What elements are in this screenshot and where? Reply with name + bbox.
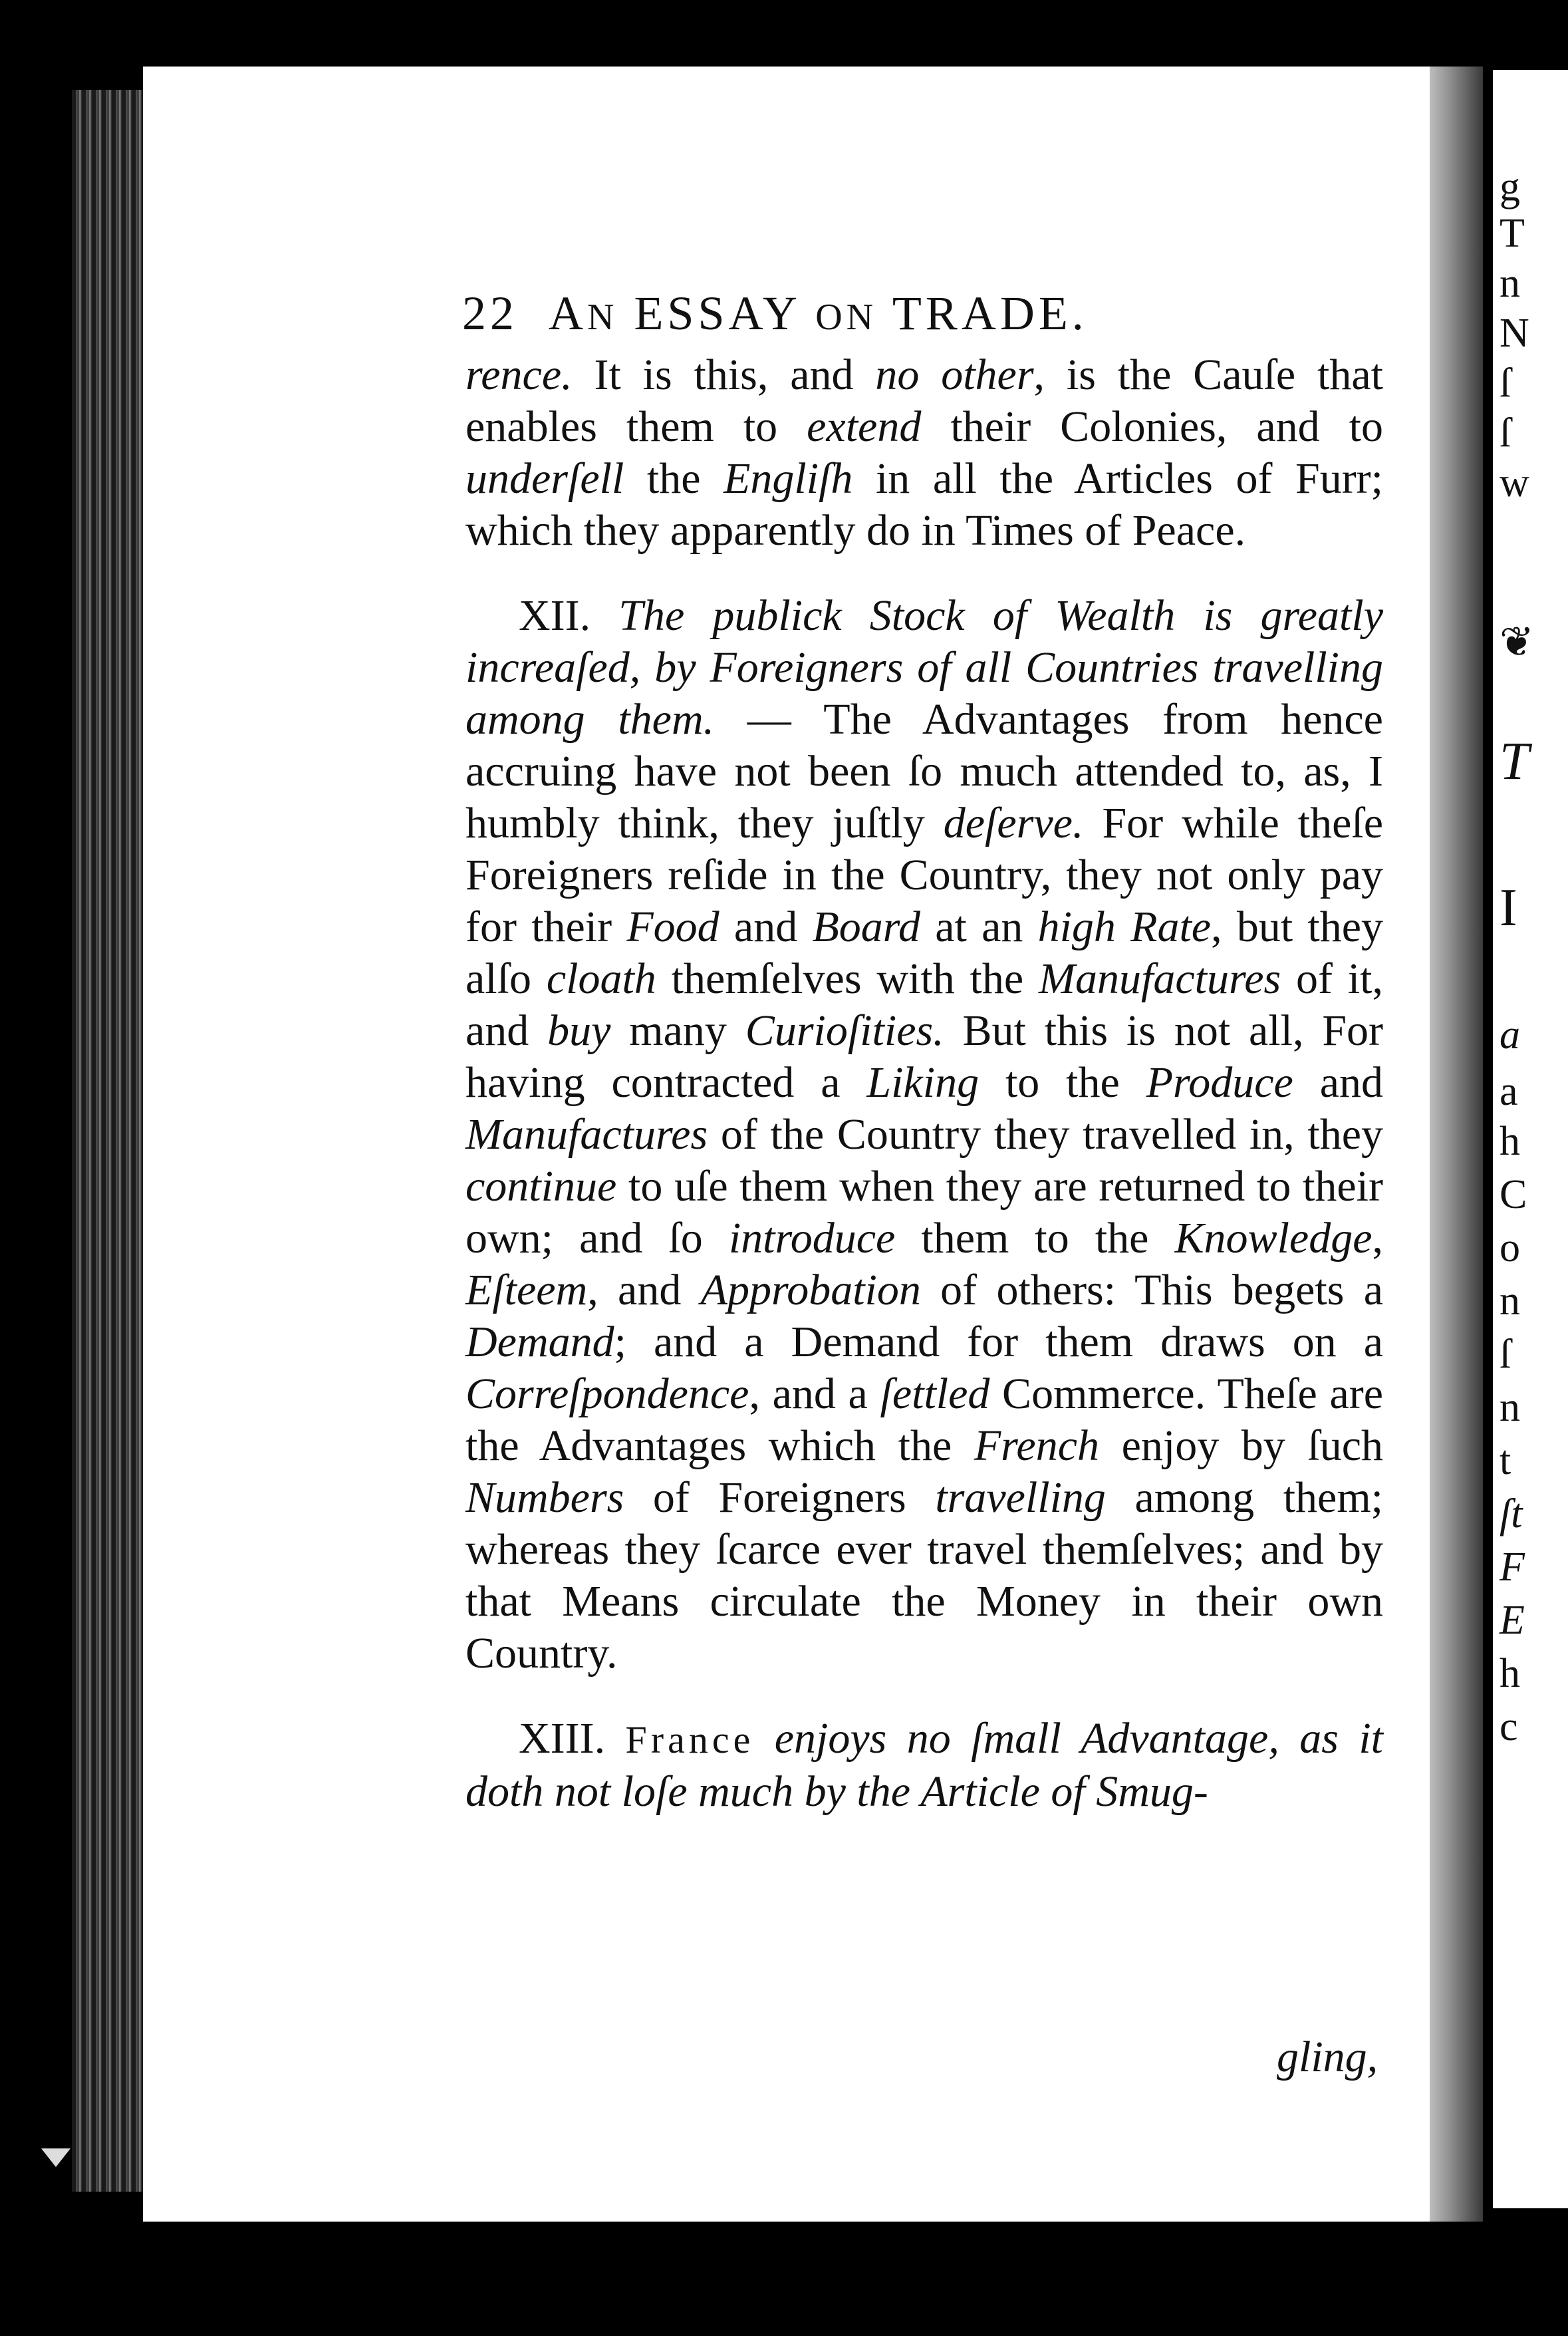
- facing-letter: T: [1500, 732, 1529, 791]
- text-run: , but they alſo: [465, 903, 1384, 1003]
- text-italic: introduce: [728, 1214, 896, 1262]
- facing-letter: F: [1500, 1544, 1525, 1590]
- text-italic: Numbers: [465, 1473, 624, 1522]
- text-run: of Foreigners: [624, 1473, 936, 1522]
- text-run: enjoy by ſuch: [1099, 1421, 1384, 1470]
- facing-letter: n: [1500, 1385, 1520, 1430]
- facing-letter: c: [1500, 1704, 1518, 1749]
- text-run: For while theſe Foreigners reſide in the Country, they not only pay for their: [465, 799, 1383, 951]
- running-header: [462, 286, 1260, 346]
- section-heading: enjoys no ſmall Advantage, as it doth not loſe much by the Article of Smug-: [465, 1714, 1383, 1816]
- text-italic: Knowledge: [1174, 1214, 1372, 1262]
- facing-letter: n: [1500, 261, 1520, 306]
- text-italic: Engliſh: [723, 454, 853, 503]
- text-italic: cloath: [546, 954, 656, 1003]
- text-italic: French: [974, 1421, 1099, 1470]
- text-run: of it, and: [465, 954, 1384, 1055]
- text-italic: underſell: [465, 454, 624, 503]
- text-run: at an: [920, 903, 1038, 951]
- text-run: ; and a Demand for them draws on a: [614, 1318, 1383, 1366]
- corner-arrow-icon: [41, 2148, 70, 2167]
- text-italic: Board: [812, 903, 920, 951]
- text-run: — The Advantages from hence accruing have not been ſo much attended to, as, I humbly think, they juſtly: [465, 695, 1383, 847]
- text-run: of others: This begets a: [920, 1266, 1383, 1314]
- facing-letter: E: [1500, 1598, 1525, 1643]
- text-run: But this is not all, For having contracted a: [465, 1006, 1384, 1107]
- text-italic: rence.: [465, 351, 573, 399]
- page-body: [465, 349, 1383, 1818]
- header-title-small: N: [587, 297, 618, 338]
- text-run: to uſe them when they are returned to their own; and ſo: [465, 1162, 1383, 1262]
- text-run: of the Country they travelled in, they: [708, 1110, 1383, 1159]
- facing-letter: ſ: [1500, 361, 1511, 406]
- text-run: many: [610, 1006, 745, 1055]
- text-run: them to the: [895, 1214, 1175, 1262]
- text-run: ,: [1372, 1214, 1383, 1262]
- text-run: , and a: [749, 1370, 880, 1418]
- section-number: XII.: [519, 591, 619, 640]
- text-italic: deſerve.: [943, 799, 1084, 847]
- facing-letter: ſt: [1500, 1491, 1523, 1536]
- text-run: their Colonies, and to: [921, 402, 1383, 451]
- text-italic: Eſteem: [465, 1266, 588, 1314]
- facing-letter: T: [1500, 211, 1525, 256]
- text-italic: continue: [465, 1162, 617, 1211]
- text-italic: no other: [875, 351, 1034, 399]
- facing-letter: h: [1500, 1119, 1520, 1164]
- facing-letter: ſ: [1500, 410, 1511, 456]
- header-title-essay: ESSAY: [634, 287, 800, 340]
- text-italic: Produce: [1146, 1058, 1293, 1107]
- text-run: Commerce. Theſe are the Advantages which the: [465, 1370, 1384, 1470]
- text-run: the: [624, 454, 724, 503]
- header-title-trade: TRADE.: [892, 287, 1088, 340]
- facing-letter: h: [1500, 1651, 1520, 1696]
- text-run: and: [719, 903, 813, 951]
- catchword: gling,: [1277, 2033, 1378, 2081]
- header-title-initial: A: [549, 287, 587, 340]
- text-italic: extend: [807, 402, 922, 451]
- book-page-edges: [72, 90, 145, 2192]
- text-italic: Approbation: [700, 1266, 921, 1314]
- text-italic: Demand: [465, 1318, 614, 1366]
- text-italic: travelling: [935, 1473, 1106, 1522]
- text-run: to the: [979, 1058, 1146, 1107]
- text-run: among them; whereas they ſcarce ever travel themſelves; and by that Means circulate the Money in their own Country.: [465, 1473, 1383, 1678]
- facing-letter: I: [1500, 879, 1517, 937]
- text-italic: Manufactures: [465, 1110, 708, 1159]
- header-title-on: ON: [815, 297, 878, 338]
- page-gutter-shadow: [1430, 67, 1483, 2222]
- text-italic: ſettled: [880, 1370, 990, 1418]
- page-number: 22: [462, 287, 518, 340]
- text-run: It is this, and: [572, 351, 876, 399]
- text-run: , and: [587, 1266, 701, 1314]
- text-italic: Manufactures: [1039, 954, 1281, 1003]
- text-italic: Curioſities.: [745, 1006, 944, 1055]
- facing-letter: o: [1500, 1225, 1520, 1270]
- facing-letter: N: [1500, 311, 1529, 356]
- text-small-caps: France: [625, 1718, 755, 1761]
- facing-letter: C: [1500, 1172, 1527, 1217]
- text-italic: Liking: [866, 1058, 980, 1107]
- section-heading: The publick Stock of Wealth is greatly increaſed, by Foreigners of all Countries travelling among them.: [465, 591, 1383, 744]
- text-run: themſelves with the: [656, 954, 1039, 1003]
- facing-letter: ſ: [1500, 1332, 1511, 1377]
- facing-page-fragment: [1493, 70, 1568, 2208]
- facing-letter: g: [1500, 164, 1520, 210]
- text-run: and: [1293, 1058, 1383, 1107]
- facing-letter: a: [1500, 1069, 1518, 1114]
- text-italic: Food: [626, 903, 719, 951]
- text-run: in all the Articles of Furr; which they apparently do in Times of Peace.: [465, 454, 1383, 555]
- section-number: XIII.: [519, 1714, 626, 1763]
- section-xiii: [465, 1713, 1383, 1818]
- facing-letter: t: [1500, 1438, 1511, 1483]
- section-xii: [465, 590, 1383, 1679]
- paragraph-continued: [465, 349, 1383, 557]
- text-italic: buy: [547, 1006, 611, 1055]
- text-run: , is the Cauſe that enables them to: [465, 351, 1383, 451]
- text-italic: Correſpondence: [465, 1370, 749, 1418]
- facing-ornament: ❦: [1500, 620, 1534, 665]
- text-italic: high Rate: [1037, 903, 1212, 951]
- facing-letter: a: [1500, 1012, 1520, 1058]
- facing-letter: w: [1500, 460, 1529, 506]
- facing-letter: n: [1500, 1278, 1520, 1324]
